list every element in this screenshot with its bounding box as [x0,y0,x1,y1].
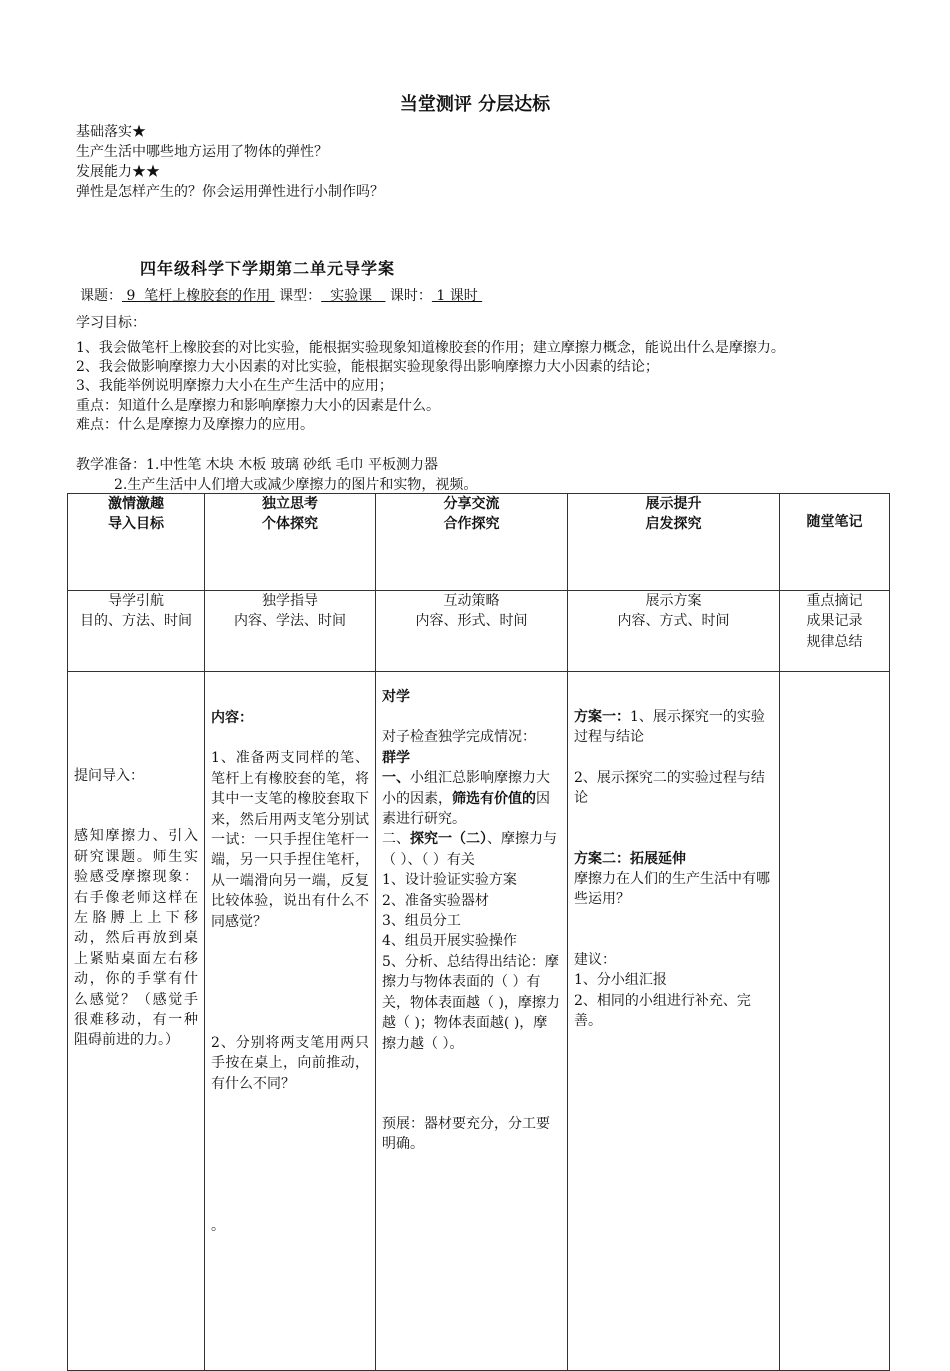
header-cell: 激情激趣 导入目标 [68,494,205,591]
cooperation-cell [376,672,568,1371]
lesson-plan-table [67,493,890,1371]
plan-two-label: 方案二：拓展延伸 [574,850,686,867]
type-value: 实验课 [321,288,386,304]
goals-label: 学习目标： [76,315,146,331]
header-cell: 分享交流 合作探究 [376,494,568,591]
step-1: 1、设计验证实验方案 [382,872,517,889]
goal-1: 1、我会做笔杆上橡胶套的对比实验，能根据实验现象知道橡胶套的作用；建立摩擦力概念，能说出什么是摩擦力。 [76,340,785,356]
basic-level-heading: 基础落实★ [76,124,146,140]
subheader-cell: 重点摘记 成果记录 规律总结 [780,591,890,672]
course-value: 9 笔杆上橡胶套的作用 [122,288,275,304]
type-label: 课型： [279,288,322,304]
advanced-level-heading: 发展能力★★ [76,164,160,180]
intro-label: 提问导入： [74,768,144,784]
self-study-step-1: 1、准备两支同样的笔、笔杆上有橡胶套的笔，将其中一支笔的橡胶套取下来，然后用两支笔分别试一试：一只手捏住笔杆一端，另一只手捏住笔杆，从一端滑向另一端，反复比较体验，说出有什么不同感觉？ [211,750,369,930]
prep-line-2: 2.生产生活中人们增大或减少摩擦力的图片和实物，视频。 [114,477,478,493]
table-header-row [68,494,890,591]
advice-1: 1、分小组汇报 [574,972,667,989]
self-study-cell [205,672,376,1371]
course-label: 课题： [80,288,122,304]
table-subheader-row [68,591,890,672]
content-label: 内容： [211,710,253,726]
self-study-step-2: 2、分别将两支笔用两只手按在桌上，向前推动，有什么不同？ [211,1035,369,1092]
prep-line-1: 教学准备：1.中性笔 木块 木板 玻璃 砂纸 毛巾 平板测力器 [76,457,439,473]
advice-label: 建议： [574,951,616,968]
goal-2: 2、我会做影响摩擦力大小因素的对比实验，能根据实验现象得出影响摩擦力大小因素的结论； [76,359,659,375]
pair-study-label: 对学 [382,689,410,705]
step-3: 3、组员分工 [382,913,461,930]
group-task-2: 二、探究一（二）、摩擦力与（ ）、（ ）有关 [382,831,557,868]
step-4: 4、组员开展实验操作 [382,933,517,950]
table-body-row [68,672,890,1371]
end-mark: 。 [211,1218,225,1235]
group-study-label: 群学 [382,749,410,766]
notes-cell [780,672,890,1371]
subheader-cell: 独学指导 内容、学法、时间 [205,591,376,672]
step-2: 2、准备实验器材 [382,892,489,909]
hours-label: 课时： [389,288,432,304]
subheader-cell: 展示方案 内容、方式、时间 [568,591,780,672]
subheader-cell: 互动策略 内容、形式、时间 [376,591,568,672]
course-info-line [80,286,482,306]
preview-note: 预展：器材要充分，分工要明确。 [382,1115,550,1153]
hours-value: 1 课时 [431,288,483,304]
basic-level-question: 生产生活中哪些地方运用了物体的弹性？ [76,144,328,160]
assessment-title: 当堂测评 分层达标 [399,94,551,115]
subheader-cell: 导学引航 目的、方法、时间 [68,591,205,672]
header-cell: 独立思考 个体探究 [205,494,376,591]
advanced-level-question: 弹性是怎样产生的？你会运用弹性进行小制作吗？ [76,184,384,200]
difficult-point: 难点：什么是摩擦力及摩擦力的应用。 [76,417,314,433]
plan-one: 方案一：1、展示探究一的实验过程与结论 [574,709,765,746]
advice-2: 2、相同的小组进行补充、完善。 [574,992,751,1030]
intro-text: 感知摩擦力、引入研究课题。师生实验感受摩擦现象：右手像老师这样在左胳膊上上下移动，然后再放到桌上紧贴桌面左右移动，你的手掌有什么感觉？（感觉手很难移动，有一种阻碍前进的力。） [74,828,198,1049]
plan-title: 四年级科学下学期第二单元导学案 [140,259,396,278]
goal-3: 3、我能举例说明摩擦力大小在生产生活中的应用； [76,378,393,394]
step-5: 5、分析、总结得出结论：摩擦力与物体表面的（ ）有关，物体表面越（ )，摩擦力越（ )；物体表面越( )，摩擦力越（ ）。 [382,953,560,1052]
presentation-cell [568,672,780,1371]
plan-two-text: 摩擦力在人们的生产生活中有哪些运用？ [574,871,770,908]
header-cell: 展示提升 启发探究 [568,494,780,591]
pair-study-text: 对子检查独学完成情况： [382,729,536,746]
key-point: 重点：知道什么是摩擦力和影响摩擦力大小的因素是什么。 [76,398,440,414]
group-task-1: 一、小组汇总影响摩擦力大小的因素，筛选有价值的因素进行研究。 [382,770,550,828]
guide-cell [68,672,205,1371]
plan-one-step-2: 2、展示探究二的实验过程与结论 [574,769,765,807]
header-cell: 随堂笔记 [780,494,890,591]
